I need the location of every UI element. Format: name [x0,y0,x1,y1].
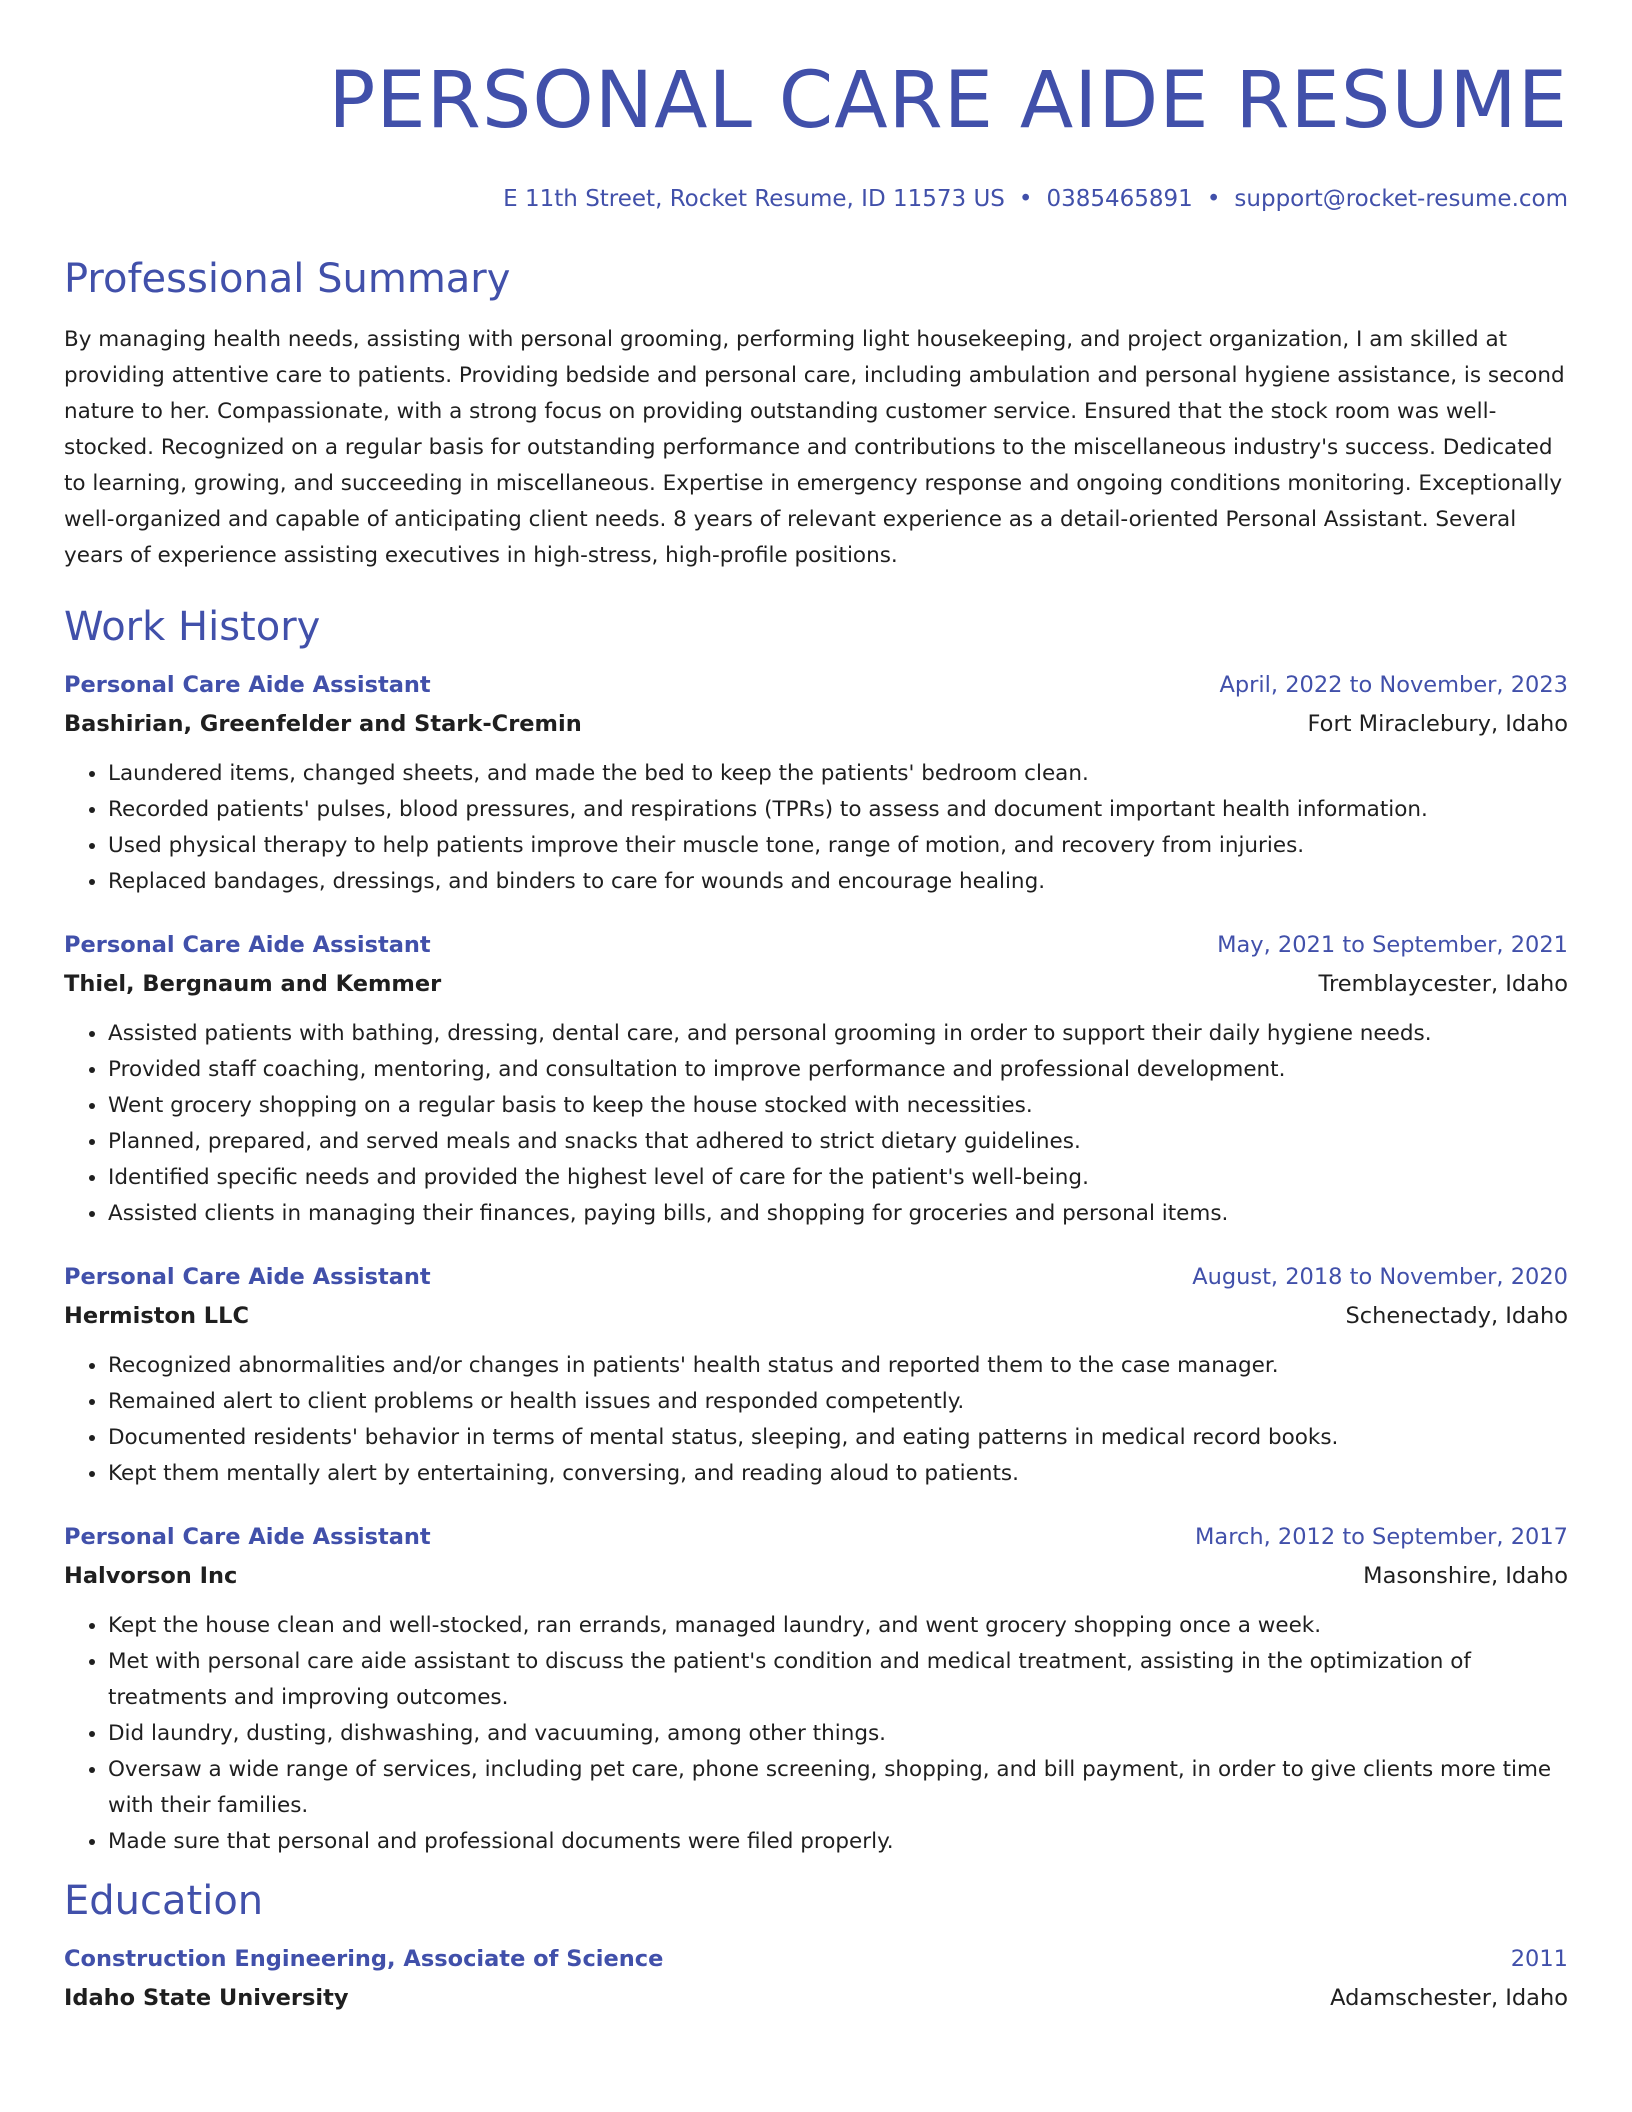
job-bullet: • Assisted patients with bathing, dressing, dental care, and personal grooming in order to support their daily hygiene needs. [108,1016,1568,1052]
job-bullets [64,1016,1568,1232]
job-bullet: • Did laundry, dusting, dishwashing, and vacuuming, among other things. [108,1716,1568,1752]
job-title: Personal Care Aide Assistant [64,932,431,958]
job-bullet: • Remained alert to client problems or health issues and responded competently. [108,1384,1568,1420]
job-location: Schenectady, Idaho [1345,1303,1568,1329]
job-bullet: • Recorded patients' pulses, blood pressures, and respirations (TPRs) to assess and document important health information. [108,792,1568,828]
resume-header [64,0,1568,214]
job-dates: March, 2012 to September, 2017 [1195,1524,1568,1550]
job-bullet: • Used physical therapy to help patients improve their muscle tone, range of motion, and recovery from injuries. [108,828,1568,864]
job-company: Thiel, Bergnaum and Kemmer [64,971,442,997]
job-entry [64,926,1568,1232]
job-bullet: • Kept the house clean and well-stocked, ran errands, managed laundry, and went grocery shopping once a week. [108,1608,1568,1644]
job-title: Personal Care Aide Assistant [64,1264,431,1290]
work-history-heading: Work History [64,604,321,650]
job-bullet: • Made sure that personal and professional documents were filed properly. [108,1824,1568,1860]
job-bullet: • Documented residents' behavior in terms of mental status, sleeping, and eating patterns in medical record books. [108,1420,1568,1456]
contact-separator: • [1206,186,1221,212]
summary-text: By managing health needs, assisting with personal grooming, performing light housekeeping, and project organization, I am skilled at providing attentive care to patients. Providing bedside and personal care, including ambulation and personal hygiene assistance, is second nature to her. Compassionate, with a strong focus on providing outstanding customer service. Ensured that the stock room was well-stocked. Recognized on a regular basis for outstanding performance and contributions to the miscellaneous industry's success. Dedicated to learning, growing, and succeeding in miscellaneous. Expertise in emergency response and ongoing conditions monitoring. Exceptionally well-organized and capable of anticipating client needs. 8 years of relevant experience as a detail-oriented Personal Assistant. Several years of experience assisting executives in high-stress, high-profile positions. [64,327,1565,568]
education-entry [64,1940,1568,2018]
job-bullet: • Assisted clients in managing their finances, paying bills, and shopping for groceries and personal items. [108,1196,1568,1232]
education-location: Adamschester, Idaho [1330,1985,1568,2011]
contact-phone: 0385465891 [1046,186,1193,212]
job-bullets [64,1348,1568,1492]
job-location: Tremblaycester, Idaho [1318,971,1568,997]
job-company: Halvorson Inc [64,1563,238,1589]
job-bullets [64,756,1568,900]
job-dates: April, 2022 to November, 2023 [1219,672,1568,698]
job-bullet: • Oversaw a wide range of services, including pet care, phone screening, shopping, and bill payment, in order to give clients more time with their families. [108,1752,1568,1824]
job-bullet: • Identified specific needs and provided the highest level of care for the patient's well-being. [108,1160,1568,1196]
education-heading: Education [64,1878,264,1924]
job-dates: August, 2018 to November, 2020 [1192,1264,1568,1290]
resume-title: PERSONAL CARE AIDE RESUME [328,56,1568,146]
education-school: Idaho State University [64,1985,349,2011]
job-dates: May, 2021 to September, 2021 [1217,932,1568,958]
summary-heading: Professional Summary [64,256,511,302]
job-location: Fort Miraclebury, Idaho [1307,711,1568,737]
job-bullet: • Met with personal care aide assistant to discuss the patient's condition and medical treatment, assisting in the optimization of treatments and improving outcomes. [108,1644,1568,1716]
education-year: 2011 [1510,1946,1568,1972]
job-entry [64,666,1568,900]
job-bullet: • Laundered items, changed sheets, and made the bed to keep the patients' bedroom clean. [108,756,1568,792]
job-bullet: • Recognized abnormalities and/or changes in patients' health status and reported them to the case manager. [108,1348,1568,1384]
contact-line [64,184,1568,214]
job-entry [64,1518,1568,1860]
job-company: Bashirian, Greenfelder and Stark-Cremin [64,711,582,737]
job-bullet: • Provided staff coaching, mentoring, and consultation to improve performance and professional development. [108,1052,1568,1088]
job-title: Personal Care Aide Assistant [64,1524,431,1550]
contact-email: support@rocket-resume.com [1234,186,1568,212]
job-company: Hermiston LLC [64,1303,249,1329]
contact-separator: • [1018,186,1033,212]
job-bullets [64,1608,1568,1860]
job-bullet: • Planned, prepared, and served meals and snacks that adhered to strict dietary guidelines. [108,1124,1568,1160]
job-title: Personal Care Aide Assistant [64,672,431,698]
education-degree: Construction Engineering, Associate of Science [64,1946,664,1972]
job-location: Masonshire, Idaho [1363,1563,1568,1589]
job-bullet: • Went grocery shopping on a regular basis to keep the house stocked with necessities. [108,1088,1568,1124]
job-bullet: • Replaced bandages, dressings, and binders to care for wounds and encourage healing. [108,864,1568,900]
contact-address: E 11th Street, Rocket Resume, ID 11573 US [503,186,1005,212]
job-entry [64,1258,1568,1492]
job-bullet: • Kept them mentally alert by entertaining, conversing, and reading aloud to patients. [108,1456,1568,1492]
